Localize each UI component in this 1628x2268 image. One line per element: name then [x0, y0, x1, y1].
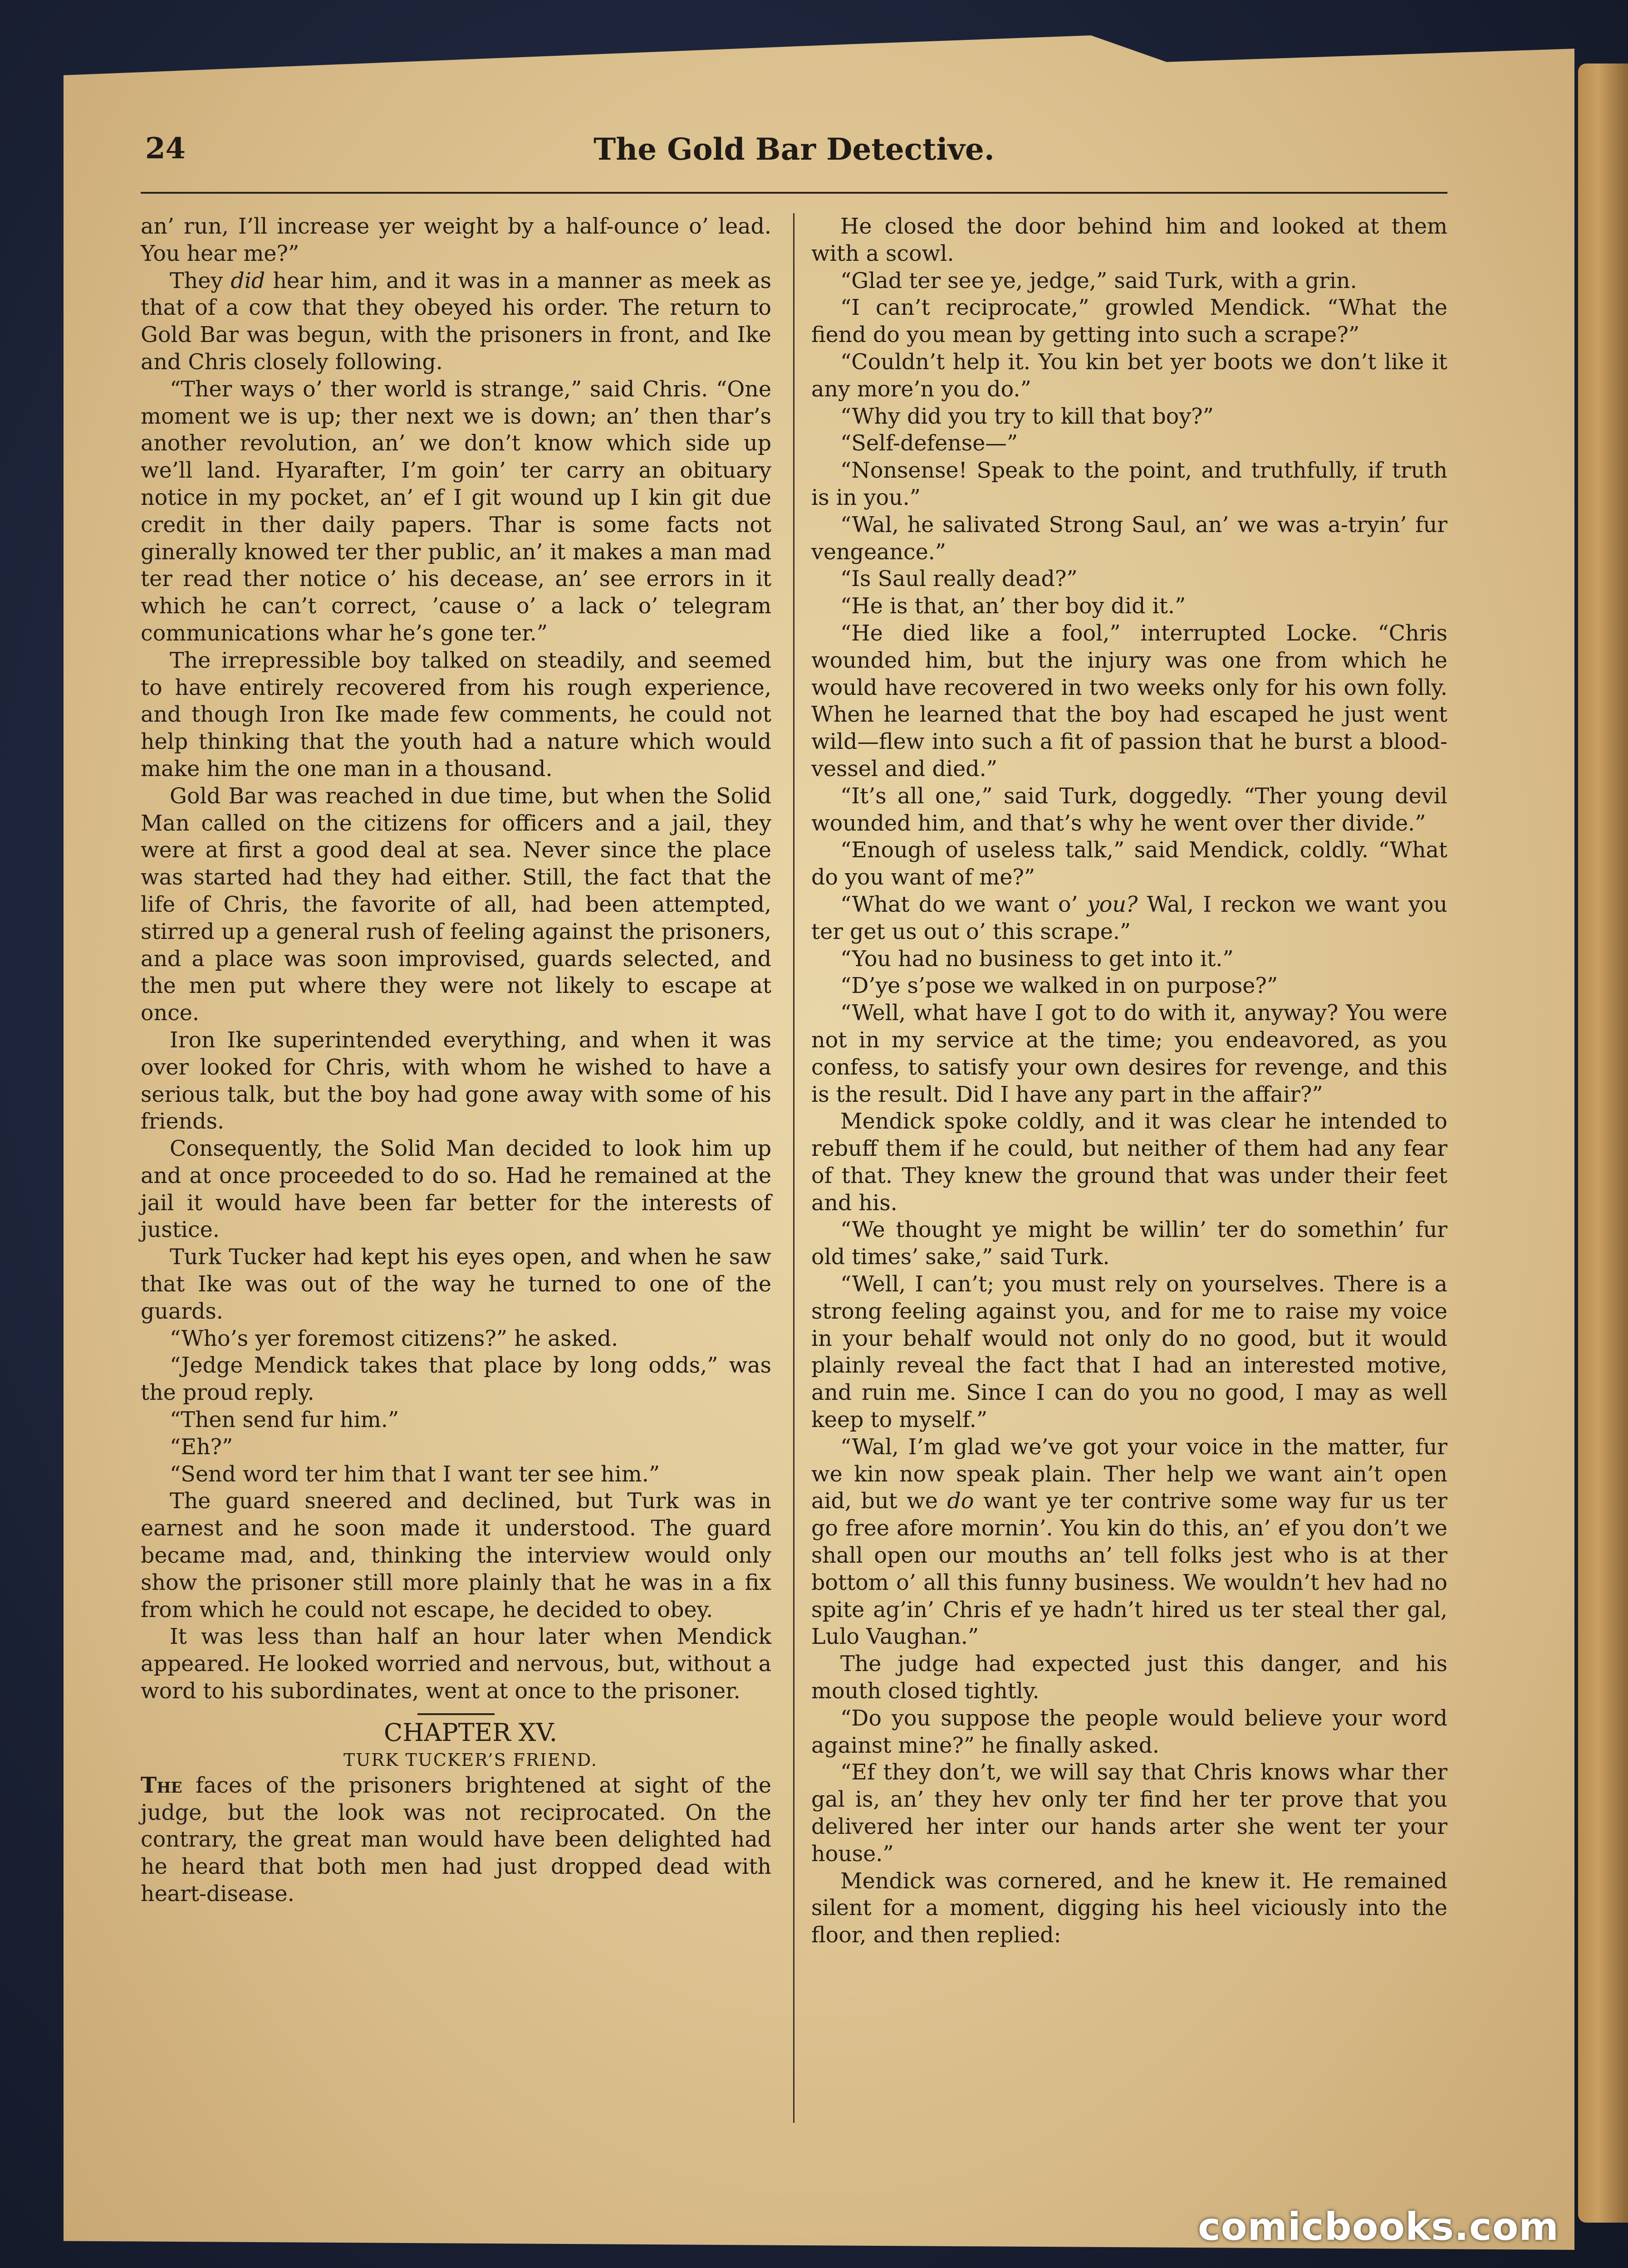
text-run: hear him, and it was in a manner as meek as that of a cow that they obeyed his order. The return to Gold Bar was begun, with the prisoners in front, and Ike and Chris closely following.: [141, 268, 771, 375]
adjacent-page-edge: [1578, 64, 1628, 2223]
paragraph: Mendick was cornered, and he knew it. He remained silent for a moment, digging his heel viciously into the floor, and then replied:: [811, 1868, 1447, 1948]
running-title: The Gold Bar Detective.: [593, 132, 995, 167]
text-run: They: [170, 268, 231, 293]
left-column: [141, 213, 771, 1908]
paragraph: Iron Ike superintended everything, and when it was over looked for Chris, with whom he wished to have a serious talk, but the boy had gone away with some of his friends.: [141, 1027, 771, 1134]
paragraph: “Jedge Mendick takes that place by long odds,” was the proud reply.: [141, 1353, 771, 1406]
paragraph: It was less than half an hour later when Mendick appeared. He looked worried and nervous, but, without a word to his subordinates, went at once to the prisoner.: [141, 1624, 771, 1704]
paragraph: [141, 1772, 771, 1908]
paragraph: “Wal, he salivated Strong Saul, an’ we was a-tryin’ fur vengeance.”: [811, 512, 1447, 565]
paragraph: “Couldn’t help it. You kin bet yer boots we don’t like it any more’n you do.”: [811, 349, 1447, 402]
paragraph: The judge had expected just this danger, and his mouth closed tightly.: [811, 1652, 1447, 1704]
paragraph: Turk Tucker had kept his eyes open, and when he saw that Ike was out of the way he turned to one of the guards.: [141, 1245, 771, 1324]
paragraph: “He is that, an’ ther boy did it.”: [840, 594, 1186, 619]
paragraph: “He died like a fool,” interrupted Locke. “Chris wounded him, but the injury was one from which he would have recovered in two weeks only for his own folly. When he learned that the boy had escaped he just went wild—flew into such a fit of passion that he burst a blood-vessel and died.”: [811, 621, 1447, 782]
paragraph: He closed the door behind him and looked at them with a scowl.: [811, 214, 1447, 266]
paragraph: “I can’t reciprocate,” growled Mendick. “What the fiend do you mean by getting into such a scrape?”: [811, 295, 1447, 348]
column-divider: [793, 213, 794, 2123]
paragraph: “Ef they don’t, we will say that Chris knows whar ther gal is, an’ they hev only ter find her ter prove that you delivered her inter our hands arter she went ter your house.”: [811, 1760, 1447, 1867]
paragraph: “Then send fur him.”: [170, 1408, 399, 1433]
paragraph: “Do you suppose the people would believe your word against mine?” he finally asked.: [811, 1706, 1447, 1758]
text-run: Wal, I reckon we want you ter get us out o’ this scrape.”: [811, 892, 1447, 944]
paragraph: The guard sneered and declined, but Turk was in earnest and he soon made it understood. The guard became mad, and, thinking the interview would only show the prisoner still more plainly that he was in a fix from which he could not escape, he decided to obey.: [141, 1489, 771, 1623]
paragraph: [811, 1434, 1447, 1651]
paragraph: “Enough of useless talk,” said Mendick, coldly. “What do you want of me?”: [811, 838, 1447, 890]
paragraph: Mendick spoke coldly, and it was clear he intended to rebuff them if he could, but neither of them had any fear of that. They knew the ground that was under their feet and his.: [811, 1109, 1447, 1216]
chapter-title: CHAPTER XV.: [383, 1718, 558, 1747]
text-run: “Wal, I’m glad we’ve got your voice in the matter, fur we kin now speak plain. Ther help we want ain’t open aid, but we: [811, 1434, 1447, 1514]
paragraph: “Glad ter see ye, jedge,” said Turk, with a grin.: [840, 268, 1357, 293]
page-header: [145, 132, 1443, 186]
chapter-rule: [417, 1713, 495, 1715]
paragraph: [811, 891, 1447, 946]
paragraph: “Who’s yer foremost citizens?” he asked.: [170, 1326, 618, 1351]
lead-word: The: [141, 1772, 182, 1798]
paragraph: “We thought ye might be willin’ ter do somethin’ fur old times’ sake,” said Turk.: [811, 1217, 1447, 1270]
paragraph: “Eh?”: [170, 1434, 233, 1460]
italic-text: you?: [1087, 892, 1138, 917]
paragraph: “Is Saul really dead?”: [840, 567, 1078, 592]
paragraph: “Send word ter him that I want ter see him.”: [170, 1461, 660, 1487]
header-rule: [141, 192, 1447, 194]
paragraph: “You had no business to get into it.”: [840, 946, 1234, 972]
paragraph: The irrepressible boy talked on steadily, and seemed to have entirely recovered from his rough experience, and though Iron Ike made few comments, he could not help thinking that the youth had a nature which would make him the one man in a thousand.: [141, 648, 771, 782]
chapter-subtitle: TURK TUCKER’S FRIEND.: [343, 1750, 598, 1770]
paragraph: “Well, I can’t; you must rely on yourselves. There is a strong feeling against you, and for me to raise my voice in your behalf would not only do no good, but it would plainly reveal the fact that I had an interested motive, and ruin me. Since I can do you no good, I may as well keep to myself.”: [811, 1272, 1447, 1433]
paragraph: [141, 268, 771, 376]
italic-text: did: [230, 268, 265, 293]
paragraph: “Well, what have I got to do with it, anyway? You were not in my service at the time; you endeavored, as you confess, to satisfy your own desires for revenge, and this is the result. Did I have any part in the affair?”: [811, 1001, 1447, 1107]
paragraph: “Why did you try to kill that boy?”: [840, 404, 1214, 429]
paragraph: “D’ye s’pose we walked in on purpose?”: [840, 973, 1278, 999]
paragraph: “Ther ways o’ ther world is strange,” said Chris. “One moment we is up; ther next we is down; an’ then thar’s another revolution, an’ we don’t know which side up we’ll land. Hyarafter, I’m goin’ ter carry an obituary notice in my pocket, an’ ef I git wound up I kin git due credit in ther daily papers. Thar is some facts not ginerally knowed ter ther public, an’ it makes a man mad ter read ther notice o’ his decease, an’ see errors in it which he can’t correct, ’cause o’ a lack o’ telegram communications whar he’s gone ter.”: [141, 376, 771, 646]
page-number: 24: [145, 132, 186, 166]
text-run: “What do we want o’: [840, 892, 1087, 917]
paragraph: Gold Bar was reached in due time, but when the Solid Man called on the citizens for officers and a jail, they were at first a good deal at sea. Never since the place was started had they had either. Still, the fact that the life of Chris, the favorite of all, had been attempted, stirred up a general rush of feeling against the prisoners, and a place was soon improvised, guards selected, and the men put where they were not likely to escape at once.: [141, 783, 771, 1026]
paragraph: “Self-defense—”: [840, 431, 1018, 456]
paragraph: “It’s all one,” said Turk, doggedly. “Ther young devil wounded him, and that’s why he went over ther divide.”: [811, 783, 1447, 836]
text-run: faces of the prisoners brightened at sight of the judge, but the look was not reciprocated. On the contrary, the great man would have been delighted had he heard that both men had just dropped dead with heart-disease.: [141, 1773, 771, 1907]
watermark: comicbooks.com: [1198, 2204, 1559, 2249]
paragraph: an’ run, I’ll increase yer weight by a half-ounce o’ lead. You hear me?”: [141, 214, 771, 266]
italic-text: do: [947, 1489, 974, 1514]
right-column: [811, 213, 1447, 1949]
text-run: want ye ter contrive some way fur us ter go free afore mornin’. You kin do this, an’ ef you don’t we shall open our mouths an’ tell folks jest who is at ther bottom o’ all this funny business. We wouldn’t hev had no spite ag’in’ Chris ef ye hadn’t hired us ter steal ther gal, Lulo Vaughan.”: [811, 1489, 1447, 1650]
paragraph: Consequently, the Solid Man decided to look him up and at once proceeded to do so. Had he remained at the jail it would have been far better for the interests of justice.: [141, 1136, 771, 1243]
paragraph: “Nonsense! Speak to the point, and truthfully, if truth is in you.”: [811, 458, 1447, 510]
